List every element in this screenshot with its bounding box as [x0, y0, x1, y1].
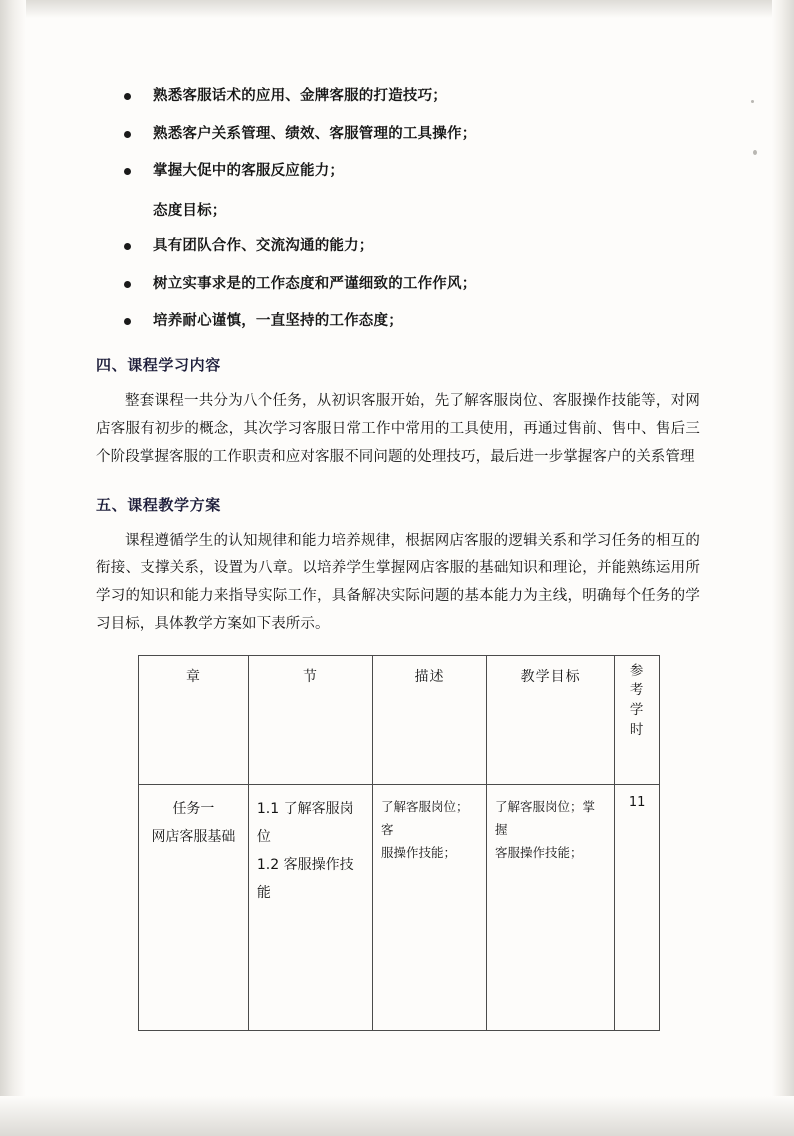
- cell-goal-line: 了解客服岗位；掌握: [495, 798, 596, 838]
- cell-section: [248, 784, 372, 1030]
- scan-speck: [753, 150, 757, 155]
- teaching-plan-table: [138, 655, 660, 1031]
- column-header-description: 描述: [373, 655, 487, 784]
- section-title-four: 四、课程学习内容: [96, 356, 221, 375]
- list-item-label: 培养耐心谨慎，一直坚持的工作态度；: [153, 313, 403, 330]
- list-item-label: 掌握大促中的客服反应能力；: [153, 163, 345, 180]
- column-header-hours-line: 学: [629, 702, 645, 719]
- column-header-chapter: 章: [139, 655, 249, 784]
- section-title-five: 五、课程教学方案: [96, 495, 221, 514]
- teaching-plan-table-wrapper: [138, 655, 660, 1031]
- cell-section-line: 位: [256, 828, 271, 845]
- bullet-dot-icon: [124, 93, 131, 100]
- scan-speck: [751, 100, 754, 103]
- list-item: [96, 236, 700, 257]
- scan-edge-top: [0, 0, 794, 18]
- scan-edge-bottom: [0, 1096, 794, 1136]
- cell-hours: 11: [615, 784, 660, 1030]
- cell-chapter-line: 网店客服基础: [151, 828, 236, 845]
- list-item: [96, 124, 700, 145]
- column-header-hours-line: 考: [629, 682, 645, 699]
- document-content: [96, 86, 700, 1031]
- attitude-goal-heading: 态度目标；: [153, 202, 227, 219]
- bullet-list-skills: [96, 86, 700, 182]
- cell-description-line: 服操作技能；: [381, 845, 457, 861]
- column-header-hours: [615, 655, 660, 784]
- column-header-goal: 教学目标: [487, 655, 615, 784]
- bullet-dot-icon: [124, 131, 131, 138]
- column-header-section: 节: [248, 655, 372, 784]
- bullet-dot-icon: [124, 243, 131, 250]
- bullet-list-attitude: [96, 236, 700, 332]
- cell-section-line: 能: [256, 884, 271, 901]
- column-header-hours-line: 参: [629, 662, 645, 679]
- scan-edge-right: [772, 0, 794, 1136]
- list-item: [96, 311, 700, 332]
- cell-goal-line: 客服操作技能；: [495, 845, 583, 861]
- cell-chapter: [139, 784, 249, 1030]
- bullet-dot-icon: [124, 318, 131, 325]
- table-header-row: [139, 655, 660, 784]
- section-four-paragraph: 整套课程一共分为八个任务，从初识客服开始，先了解客服岗位、客服操作技能等，对网店客服有初步的概念，其次学习客服日常工作中常用的工具使用，再通过售前、售中、售后三个阶段掌握客服的工作职责和应对客服不同问题的处理技巧，最后进一步掌握客户的关系管理: [96, 393, 700, 465]
- cell-section-line: 1.1 了解客服岗: [256, 800, 354, 817]
- list-item-label: 树立实事求是的工作态度和严谨细致的工作作风；: [153, 275, 477, 292]
- cell-section-line: 1.2 客服操作技: [256, 856, 354, 873]
- cell-description: [373, 784, 487, 1030]
- list-item-label: 具有团队合作、交流沟通的能力；: [153, 238, 374, 255]
- section-five-paragraph: 课程遵循学生的认知规律和能力培养规律，根据网店客服的逻辑关系和学习任务的相互的衔接、支撑关系，设置为八章。以培养学生掌握网店客服的基础知识和理论，并能熟练运用所学习的知识和能力来指导实际工作，具备解决实际问题的基本能力为主线，明确每个任务的学习目标，具体教学方案如下表所示。: [96, 532, 700, 633]
- list-item: [96, 161, 700, 182]
- table-row: [139, 784, 660, 1030]
- cell-description-line: 了解客服岗位；客: [381, 798, 469, 838]
- scan-edge-left: [0, 0, 26, 1136]
- list-item-label: 熟悉客户关系管理、绩效、客服管理的工具操作；: [153, 125, 477, 142]
- list-item: [96, 274, 700, 295]
- list-item: [96, 86, 700, 107]
- cell-goal: [487, 784, 615, 1030]
- bullet-dot-icon: [124, 168, 131, 175]
- column-header-hours-line: 时: [629, 721, 645, 738]
- list-item-label: 熟悉客服话术的应用、金牌客服的打造技巧；: [153, 88, 447, 104]
- bullet-dot-icon: [124, 281, 131, 288]
- cell-chapter-line: 任务一: [172, 800, 215, 817]
